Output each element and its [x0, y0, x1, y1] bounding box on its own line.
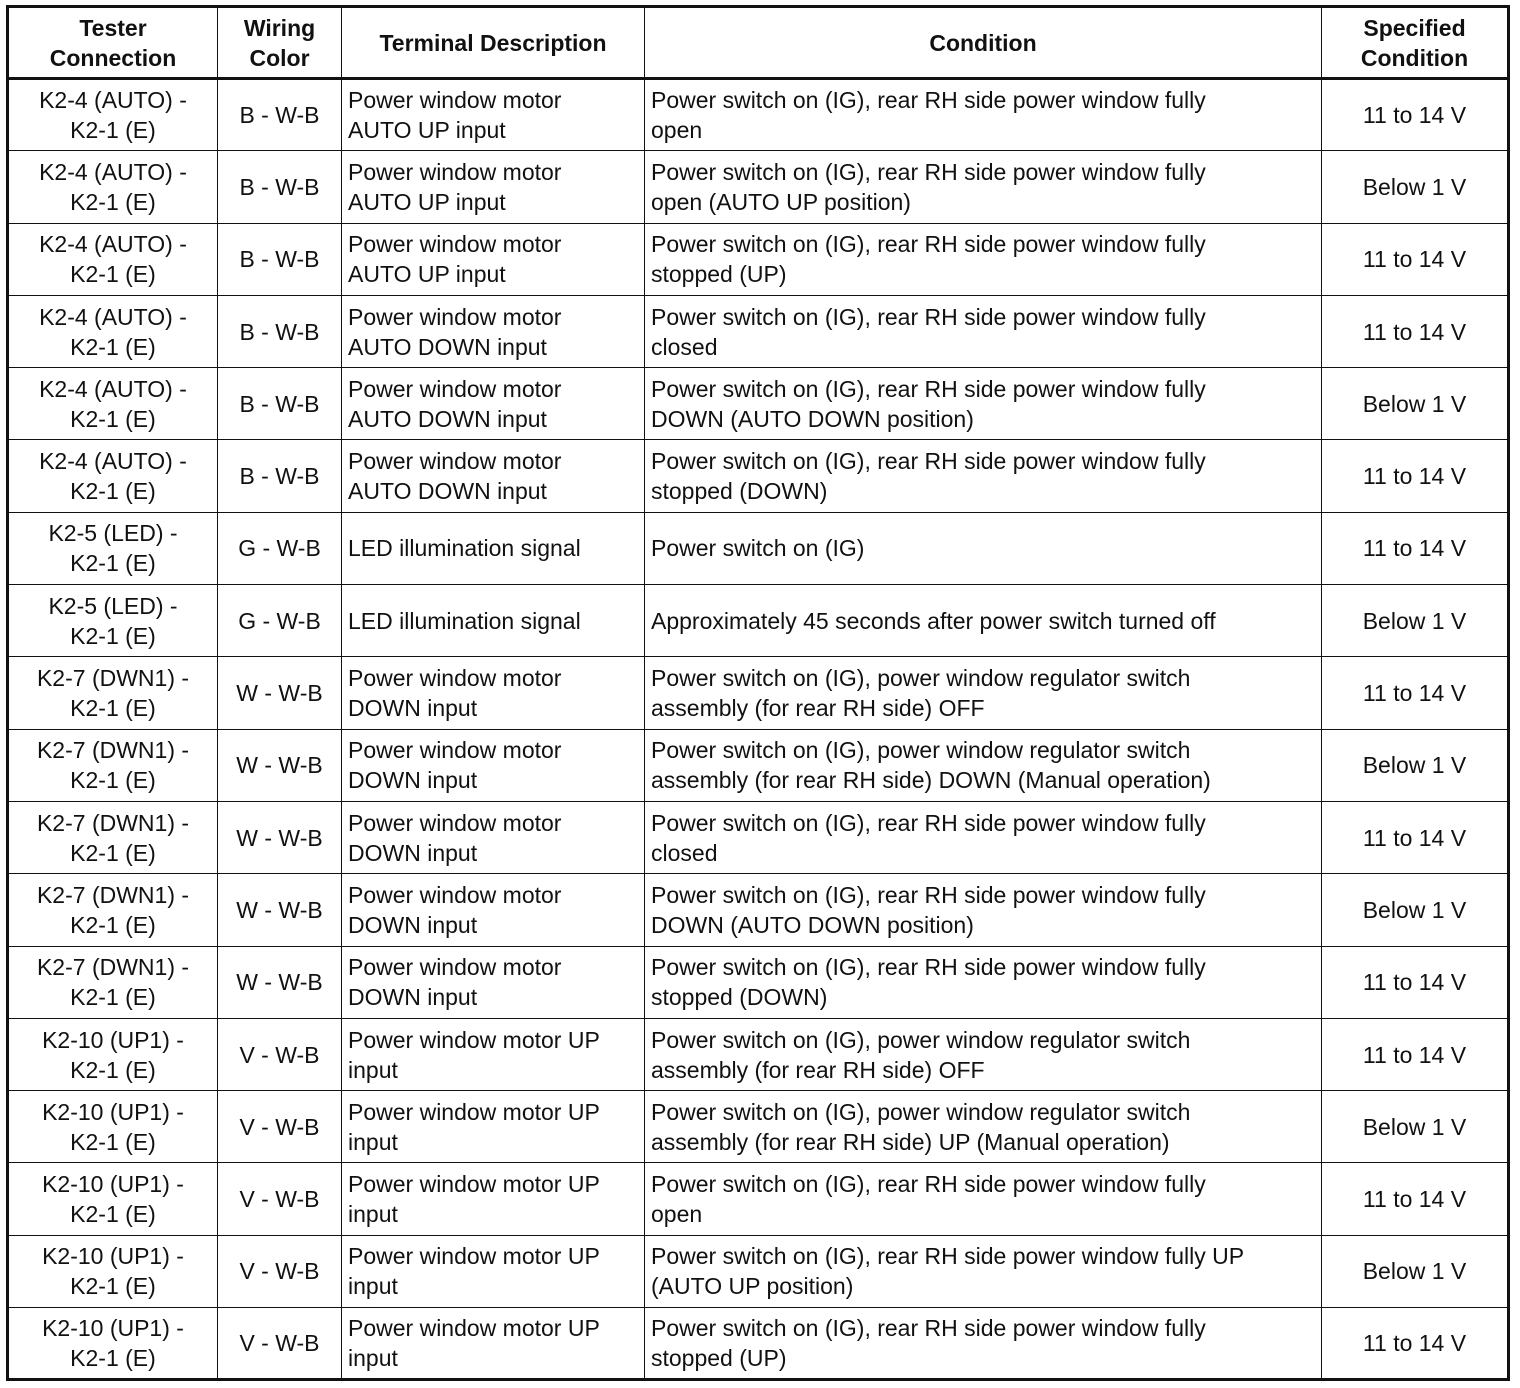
- cell-tester-connection: K2-7 (DWN1) - K2-1 (E): [8, 801, 218, 873]
- table-row: [8, 585, 1509, 657]
- cell-specified-condition: 11 to 14 V: [1322, 295, 1509, 367]
- cell-specified-condition: 11 to 14 V: [1322, 801, 1509, 873]
- cell-terminal-description: Power window motor AUTO UP input: [342, 151, 645, 223]
- cell-condition: Power switch on (IG), power window regulator switch assembly (for rear RH side) OFF: [645, 1018, 1322, 1090]
- cell-terminal-description: Power window motor UP input: [342, 1235, 645, 1307]
- cell-tester-connection: K2-5 (LED) - K2-1 (E): [8, 585, 218, 657]
- cell-specified-condition: 11 to 14 V: [1322, 657, 1509, 729]
- cell-wiring-color: V - W-B: [218, 1308, 342, 1380]
- cell-tester-connection: K2-10 (UP1) - K2-1 (E): [8, 1091, 218, 1163]
- cell-wiring-color: V - W-B: [218, 1163, 342, 1235]
- cell-tester-connection: K2-7 (DWN1) - K2-1 (E): [8, 657, 218, 729]
- terminal-spec-table: [6, 5, 1510, 1381]
- cell-specified-condition: Below 1 V: [1322, 368, 1509, 440]
- cell-terminal-description: Power window motor UP input: [342, 1018, 645, 1090]
- table-row: [8, 512, 1509, 584]
- cell-specified-condition: Below 1 V: [1322, 874, 1509, 946]
- cell-wiring-color: W - W-B: [218, 874, 342, 946]
- cell-specified-condition: 11 to 14 V: [1322, 440, 1509, 512]
- cell-wiring-color: W - W-B: [218, 729, 342, 801]
- table-row: [8, 295, 1509, 367]
- table-row: [8, 151, 1509, 223]
- cell-specified-condition: 11 to 14 V: [1322, 223, 1509, 295]
- cell-condition: Power switch on (IG), rear RH side power window fully stopped (DOWN): [645, 946, 1322, 1018]
- cell-terminal-description: Power window motor DOWN input: [342, 729, 645, 801]
- cell-terminal-description: Power window motor AUTO UP input: [342, 223, 645, 295]
- cell-condition: Power switch on (IG), power window regulator switch assembly (for rear RH side) UP (Manual operation): [645, 1091, 1322, 1163]
- cell-specified-condition: Below 1 V: [1322, 1091, 1509, 1163]
- cell-condition: Power switch on (IG), rear RH side power window fully stopped (DOWN): [645, 440, 1322, 512]
- header-row: [8, 7, 1509, 79]
- cell-tester-connection: K2-4 (AUTO) - K2-1 (E): [8, 295, 218, 367]
- cell-terminal-description: Power window motor DOWN input: [342, 874, 645, 946]
- cell-wiring-color: V - W-B: [218, 1018, 342, 1090]
- table-row: [8, 1018, 1509, 1090]
- cell-tester-connection: K2-10 (UP1) - K2-1 (E): [8, 1308, 218, 1380]
- cell-wiring-color: G - W-B: [218, 585, 342, 657]
- header-wiring-color: Wiring Color: [218, 7, 342, 79]
- cell-tester-connection: K2-7 (DWN1) - K2-1 (E): [8, 729, 218, 801]
- table-row: [8, 1235, 1509, 1307]
- table-row: [8, 729, 1509, 801]
- cell-condition: Power switch on (IG), rear RH side power window fully closed: [645, 295, 1322, 367]
- cell-tester-connection: K2-7 (DWN1) - K2-1 (E): [8, 946, 218, 1018]
- cell-wiring-color: W - W-B: [218, 801, 342, 873]
- table-row: [8, 79, 1509, 151]
- cell-tester-connection: K2-4 (AUTO) - K2-1 (E): [8, 151, 218, 223]
- cell-tester-connection: K2-4 (AUTO) - K2-1 (E): [8, 79, 218, 151]
- cell-tester-connection: K2-4 (AUTO) - K2-1 (E): [8, 223, 218, 295]
- cell-terminal-description: Power window motor UP input: [342, 1163, 645, 1235]
- cell-condition: Power switch on (IG), rear RH side power window fully DOWN (AUTO DOWN position): [645, 368, 1322, 440]
- table-row: [8, 946, 1509, 1018]
- header-tester-connection: Tester Connection: [8, 7, 218, 79]
- table-row: [8, 801, 1509, 873]
- table-row: [8, 874, 1509, 946]
- cell-specified-condition: Below 1 V: [1322, 151, 1509, 223]
- cell-tester-connection: K2-10 (UP1) - K2-1 (E): [8, 1235, 218, 1307]
- header-condition: Condition: [645, 7, 1322, 79]
- cell-condition: Power switch on (IG), rear RH side power window fully stopped (UP): [645, 223, 1322, 295]
- header-specified-condition: Specified Condition: [1322, 7, 1509, 79]
- cell-tester-connection: K2-7 (DWN1) - K2-1 (E): [8, 874, 218, 946]
- cell-terminal-description: Power window motor DOWN input: [342, 946, 645, 1018]
- cell-tester-connection: K2-4 (AUTO) - K2-1 (E): [8, 368, 218, 440]
- cell-condition: Power switch on (IG), rear RH side power window fully stopped (UP): [645, 1308, 1322, 1380]
- cell-terminal-description: LED illumination signal: [342, 512, 645, 584]
- cell-terminal-description: Power window motor AUTO UP input: [342, 79, 645, 151]
- cell-condition: Power switch on (IG), power window regulator switch assembly (for rear RH side) OFF: [645, 657, 1322, 729]
- cell-condition: Power switch on (IG), rear RH side power window fully open: [645, 79, 1322, 151]
- cell-wiring-color: B - W-B: [218, 368, 342, 440]
- cell-terminal-description: Power window motor UP input: [342, 1308, 645, 1380]
- cell-specified-condition: Below 1 V: [1322, 585, 1509, 657]
- table-body: [8, 79, 1509, 1380]
- cell-condition: Power switch on (IG), rear RH side power window fully open: [645, 1163, 1322, 1235]
- cell-specified-condition: Below 1 V: [1322, 1235, 1509, 1307]
- table-row: [8, 1091, 1509, 1163]
- cell-wiring-color: B - W-B: [218, 440, 342, 512]
- cell-specified-condition: 11 to 14 V: [1322, 1163, 1509, 1235]
- cell-specified-condition: 11 to 14 V: [1322, 1308, 1509, 1380]
- table-row: [8, 223, 1509, 295]
- cell-condition: Approximately 45 seconds after power switch turned off: [645, 585, 1322, 657]
- cell-tester-connection: K2-10 (UP1) - K2-1 (E): [8, 1018, 218, 1090]
- cell-condition: Power switch on (IG), rear RH side power window fully DOWN (AUTO DOWN position): [645, 874, 1322, 946]
- cell-terminal-description: Power window motor UP input: [342, 1091, 645, 1163]
- cell-terminal-description: LED illumination signal: [342, 585, 645, 657]
- cell-specified-condition: 11 to 14 V: [1322, 79, 1509, 151]
- cell-specified-condition: 11 to 14 V: [1322, 1018, 1509, 1090]
- spec-table-container: [6, 5, 1510, 1381]
- cell-condition: Power switch on (IG), rear RH side power window fully closed: [645, 801, 1322, 873]
- cell-terminal-description: Power window motor AUTO DOWN input: [342, 295, 645, 367]
- cell-wiring-color: W - W-B: [218, 946, 342, 1018]
- cell-wiring-color: B - W-B: [218, 223, 342, 295]
- cell-wiring-color: V - W-B: [218, 1091, 342, 1163]
- cell-terminal-description: Power window motor DOWN input: [342, 657, 645, 729]
- table-row: [8, 440, 1509, 512]
- cell-tester-connection: K2-10 (UP1) - K2-1 (E): [8, 1163, 218, 1235]
- cell-condition: Power switch on (IG): [645, 512, 1322, 584]
- cell-specified-condition: 11 to 14 V: [1322, 512, 1509, 584]
- table-row: [8, 1308, 1509, 1380]
- cell-condition: Power switch on (IG), rear RH side power window fully open (AUTO UP position): [645, 151, 1322, 223]
- cell-terminal-description: Power window motor DOWN input: [342, 801, 645, 873]
- table-row: [8, 368, 1509, 440]
- cell-wiring-color: B - W-B: [218, 151, 342, 223]
- cell-wiring-color: B - W-B: [218, 79, 342, 151]
- cell-specified-condition: 11 to 14 V: [1322, 946, 1509, 1018]
- cell-condition: Power switch on (IG), power window regulator switch assembly (for rear RH side) DOWN (Manual operation): [645, 729, 1322, 801]
- header-terminal-description: Terminal Description: [342, 7, 645, 79]
- cell-terminal-description: Power window motor AUTO DOWN input: [342, 440, 645, 512]
- table-header: [8, 7, 1509, 79]
- cell-tester-connection: K2-5 (LED) - K2-1 (E): [8, 512, 218, 584]
- cell-tester-connection: K2-4 (AUTO) - K2-1 (E): [8, 440, 218, 512]
- cell-wiring-color: G - W-B: [218, 512, 342, 584]
- table-row: [8, 1163, 1509, 1235]
- cell-wiring-color: V - W-B: [218, 1235, 342, 1307]
- cell-condition: Power switch on (IG), rear RH side power window fully UP (AUTO UP position): [645, 1235, 1322, 1307]
- table-row: [8, 657, 1509, 729]
- cell-specified-condition: Below 1 V: [1322, 729, 1509, 801]
- cell-wiring-color: W - W-B: [218, 657, 342, 729]
- cell-terminal-description: Power window motor AUTO DOWN input: [342, 368, 645, 440]
- cell-wiring-color: B - W-B: [218, 295, 342, 367]
